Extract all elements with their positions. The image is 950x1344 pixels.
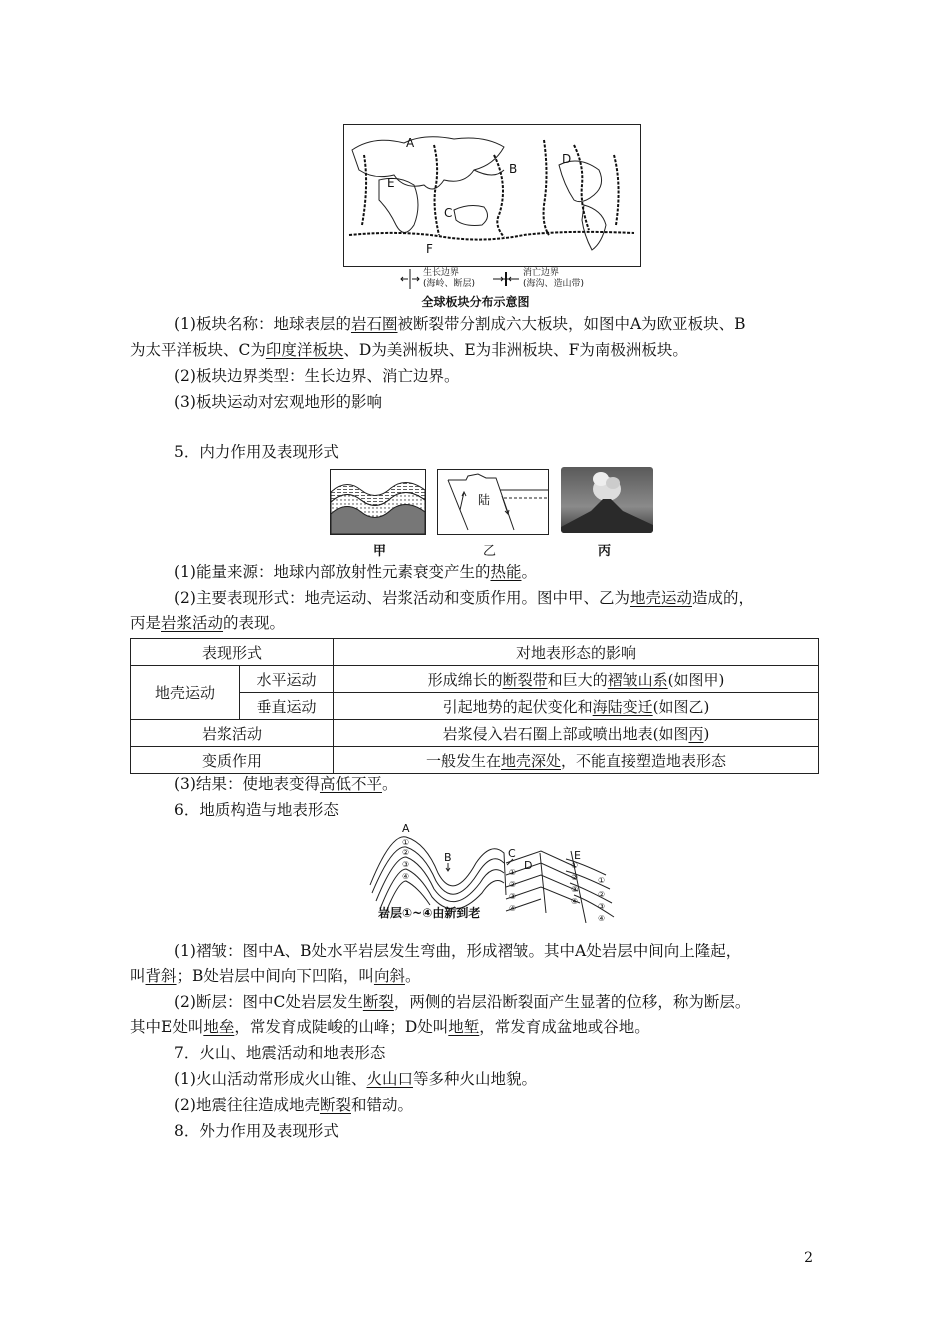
s5-line-4: (3)结果：使地表变得高低不平。 [174,775,398,793]
table-cell-horizontal: 水平运动 [240,666,334,693]
s4-line-1: (1)板块名称：地球表层的岩石圈被断裂带分割成六大板块，如图中A为欧亚板块、B [174,315,746,333]
table-cell-horizontal-effect: 形成绵长的断裂带和巨大的褶皱山系(如图甲) [334,666,819,693]
s7-title: 7．火山、地震活动和地表形态 [174,1044,386,1062]
svg-text:③: ③ [571,885,579,894]
fig-label-jia: 甲 [373,544,387,559]
map-caption: 全球板块分布示意图 [421,295,530,309]
legend-subduction-sub: (海沟、造山带) [523,279,585,289]
subduction-boundary-icon [493,269,519,289]
fig-label-yi: 乙 [483,544,497,559]
svg-text:④: ④ [598,914,606,923]
world-plate-map [344,125,640,266]
svg-text:①: ① [598,876,606,885]
s5-line-1: (1)能量来源：地球内部放射性元素衰变产生的热能。 [174,563,537,581]
page-number: 2 [804,1250,813,1266]
s4-line-2: 为太平洋板块、C为印度洋板块、D为美洲板块、E为非洲板块、F为南极洲板块。 [130,341,688,359]
plate-label-d: D [562,152,572,166]
table-header-row [131,639,819,666]
map-legend [393,267,603,293]
s7-line-1: (1)火山活动常形成火山锥、火山口等多种火山地貌。 [174,1070,537,1088]
s5-line-2: (2)主要表现形式：地壳运动、岩浆活动和变质作用。图中甲、乙为地壳运动造成的， [174,589,754,607]
structure-label-b: B [444,851,452,864]
svg-text:④: ④ [509,904,517,913]
table-header-effect: 对地表形态的影响 [334,639,819,666]
plate-map-figure [343,124,641,267]
table-cell-metamorphism: 变质作用 [131,747,334,774]
svg-text:①: ① [509,868,517,877]
s6-line-4: 其中E处叫地垒，常发育成陡峻的山峰；D处叫地堑，常发育成盆地或谷地。 [130,1018,650,1036]
svg-text:①: ① [402,838,410,847]
internal-force-table [130,638,819,774]
table-cell-magma-effect: 岩浆侵入岩石圈上部或喷出地表(如图丙) [334,720,819,747]
svg-text:①: ① [571,861,579,870]
plate-label-a: A [406,136,415,150]
structure-label-c: C [508,847,516,860]
svg-text:②: ② [402,848,410,857]
s6-line-2: 叫背斜；B处岩层中间向下凹陷，叫向斜。 [130,967,421,985]
s5-title: 5．内力作用及表现形式 [174,443,339,461]
s6-line-3: (2)断层：图中C处岩层发生断裂，两侧的岩层沿断裂面产生显著的位移，称为断层。 [174,993,751,1011]
table-cell-crust: 地壳运动 [131,666,240,720]
plate-label-f: F [426,242,433,256]
table-cell-vertical-effect: 引起地势的起伏变化和海陆变迁(如图乙) [334,693,819,720]
table-row [131,720,819,747]
fig-bing-volcano-image [561,467,653,533]
table-cell-metamorphism-effect: 一般发生在地壳深处，不能直接塑造地表形态 [334,747,819,774]
table-cell-magma: 岩浆活动 [131,720,334,747]
plate-label-c: C [444,206,453,220]
s7-line-2: (2)地震往往造成地壳断裂和错动。 [174,1096,413,1114]
legend-growth-label: 生长边界 [423,268,460,278]
svg-text:④: ④ [571,897,579,906]
fig-yi-land-label: 陆 [478,493,491,507]
svg-text:②: ② [598,890,606,899]
table-cell-vertical: 垂直运动 [240,693,334,720]
s6-line-1: (1)褶皱：图中A、B处水平岩层发生弯曲，形成褶皱。其中A处岩层中间向上隆起， [174,942,742,960]
growth-boundary-icon [399,269,421,289]
legend-subduction-label: 消亡边界 [523,268,560,278]
svg-text:③: ③ [598,902,606,911]
structure-caption: 岩层①~④由新到老 [378,906,481,920]
legend-growth-sub: (海岭、断层) [423,279,476,289]
structure-label-a: A [402,823,410,835]
svg-text:③: ③ [509,892,517,901]
s4-line-3: (2)板块边界类型：生长边界、消亡边界。 [174,367,460,385]
s8-title: 8．外力作用及表现形式 [174,1122,339,1140]
svg-text:③: ③ [402,860,410,869]
svg-text:②: ② [571,873,579,882]
fig-label-bing: 丙 [598,544,612,559]
table-row [131,747,819,774]
svg-text:④: ④ [402,872,410,881]
table-row [131,666,819,693]
table-header-form: 表现形式 [131,639,334,666]
s4-line-4: (3)板块运动对宏观地形的影响 [174,393,382,411]
s6-title: 6．地质构造与地表形态 [174,801,339,819]
structure-label-d: D [524,859,533,872]
fig-yi [437,469,549,535]
plate-label-e: E [387,176,395,190]
structure-label-e: E [574,849,581,862]
plate-label-b: B [509,162,518,176]
svg-text:②: ② [509,880,517,889]
fig-jia [330,469,426,535]
s5-line-3: 丙是岩浆活动的表现。 [130,614,286,632]
